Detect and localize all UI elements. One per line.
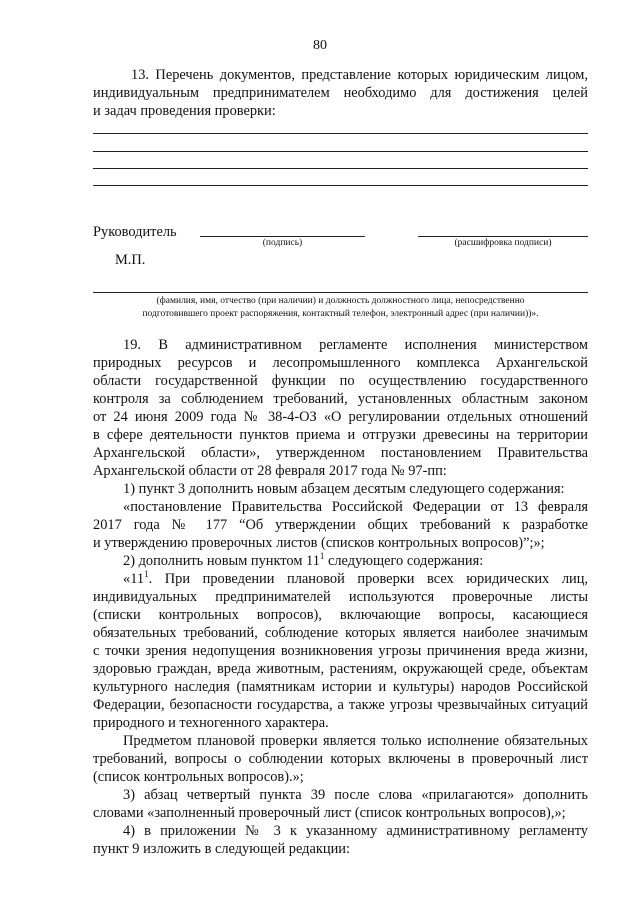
text-line: пункт 9 изложить в следующей редакции:	[93, 841, 350, 857]
subitem-4: 4) в приложении № 3 к указанному административному регламенту	[123, 823, 588, 839]
blank-line	[93, 185, 588, 186]
caption-line: подготовившего проект распоряжения, контактный телефон, электронный адрес (при наличии))».	[142, 309, 539, 319]
quote-text: «11	[123, 571, 145, 587]
text-line: индивидуальным предпринимателем необходимо для достижения целей	[93, 85, 588, 101]
text-line: и утверждению проверочных листов (списков контрольных вопросов)”;»;	[93, 535, 545, 551]
text-line: Архангельской области», утвержденном постановлением Правительства	[93, 445, 588, 461]
quote-text: . При проведении плановой проверки всех юридических лиц,	[148, 571, 588, 587]
subitem-2-text: 2) дополнить новым пунктом 11	[123, 553, 320, 569]
subitems	[93, 480, 588, 858]
text-line: Архангельской области от 28 февраля 2017 года № 97-пп:	[93, 463, 447, 479]
item-19-paragraph	[93, 336, 588, 480]
text-line: природных ресурсов и лесопромышленного комплекса Архангельской	[93, 355, 588, 371]
text-line: индивидуальных предпринимателей используются проверочные листы	[93, 589, 588, 605]
subitem-3: 3) абзац четвертый пункта 39 после слова «прилагаются» дополнить	[123, 787, 588, 803]
decipher-caption: (расшифровка подписи)	[454, 238, 552, 248]
text-line: с точки зрения недопущения возникновения угрозы причинения вреда жизни,	[93, 643, 588, 659]
text-line: от 24 июня 2009 года № 38-4-ОЗ «О регулировании отдельных отношений	[93, 409, 588, 425]
caption-line: (фамилия, имя, отчество (при наличии) и должность должностного лица, непосредственно	[156, 296, 525, 306]
blank-line	[93, 151, 588, 152]
official-line	[93, 292, 588, 293]
text-line: области государственной функции по осуществлению государственного	[93, 373, 588, 389]
page-number: 80	[313, 38, 327, 53]
text-line: 13. Перечень документов, представление которых юридическим лицом,	[131, 67, 588, 83]
signature-line	[200, 236, 365, 237]
text-line: в сфере деятельности пунктов приема и отгрузки древесины на территории	[93, 427, 588, 443]
text-line: здоровью граждан, вреда животным, растениям, окружающей среде, объектам	[93, 661, 588, 677]
text-line: природного и техногенного характера.	[93, 715, 329, 731]
text-line: (список контрольных вопросов).»;	[93, 769, 304, 785]
seal-label: М.П.	[115, 252, 146, 268]
superscript: 1	[319, 551, 325, 561]
blank-line	[93, 133, 588, 134]
item-13-paragraph	[93, 66, 588, 120]
text-line: требований, вопросы о соблюдении которых включены в проверочный лист	[93, 751, 588, 767]
text-line: (списки контрольных вопросов), включающие вопросы, касающиеся	[93, 607, 588, 623]
text-line: Федерации, безопасности государства, а также угрозы чрезвычайных ситуаций	[93, 697, 588, 713]
text-line: контроля за соблюдением требований, установленных областным законом	[93, 391, 588, 407]
decipher-line	[418, 236, 588, 237]
blank-line	[93, 168, 588, 169]
text-line: и задач проведения проверки:	[93, 103, 276, 119]
head-label: Руководитель	[93, 224, 177, 240]
superscript: 1	[144, 569, 149, 579]
subitem-1: 1) пункт 3 дополнить новым абзацем десятым следующего содержания:	[123, 481, 565, 497]
signature-caption: (подпись)	[262, 238, 303, 248]
text-line: «постановление Правительства Российской Федерации от 13 февраля	[123, 499, 588, 515]
text-line: обязательных требований, соблюдение которых является наиболее значимым	[93, 625, 588, 641]
official-caption	[93, 295, 588, 321]
text-line: словами «заполненный проверочный лист (список контрольных вопросов),»;	[93, 805, 566, 821]
text-line: 19. В административном регламенте исполнения министерством	[123, 337, 588, 353]
subitem-2-text: следующего содержания:	[324, 553, 484, 569]
subitem-2	[93, 552, 588, 570]
text-line: 2017 года № 177 “Об утверждении общих требований к разработке	[93, 517, 588, 533]
quote-first-line	[93, 570, 588, 588]
text-line: культурного наследия (памятникам истории и культуры) народов Российской	[93, 679, 588, 695]
text-line: Предметом плановой проверки является только исполнение обязательных	[123, 733, 588, 749]
